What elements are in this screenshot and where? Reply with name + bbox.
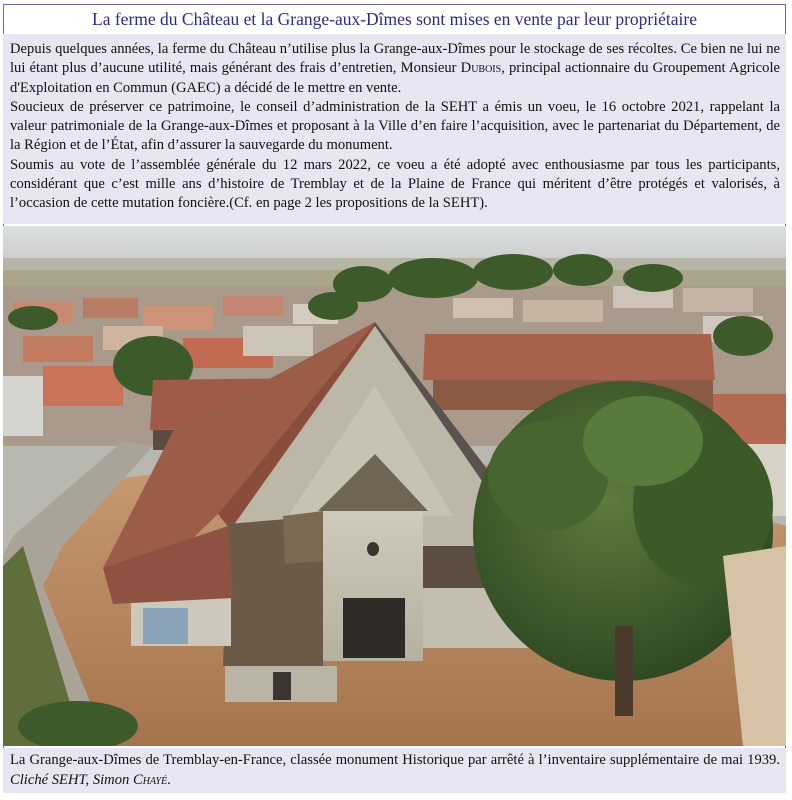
photographer-name: Chayé [132, 771, 168, 788]
aerial-photo [3, 226, 786, 746]
aerial-photo-illustration [3, 226, 786, 746]
article-title: La ferme du Château et la Grange-aux-Dîmes sont mises en vente par leur propriétaire [92, 9, 697, 29]
article-body [3, 34, 786, 224]
paragraph-3: Soumis au vote de l’assemblée générale du 12 mars 2022, ce voeu a été adopté avec enthousiasme par tous les participants, considérant que c’est mille ans d’histoire de Tremblay et de la Plaine de France qui méritent d’être protégés et valorisés, à l’occasion de cette mutation foncière.(Cf. en page 2 les propositions de la SEHT). [10, 156, 780, 212]
paragraph-1-text-b: , principal actionnaire du Groupement Agricole d'Exploitation en Commun (GAEC) a décidé de le mettre en vente. [10, 60, 780, 96]
photo-credit [10, 772, 167, 788]
paragraph-1-text-a: Depuis quelques années, la ferme du Château n’utilise plus la Grange-aux-Dîmes pour le stockage de ses récoltes. Ce bien ne lui ne lui étant plus d’aucune utilité, mais générant des frais d’entretien, Monsieur [10, 41, 780, 77]
caption-text: La Grange-aux-Dîmes de Tremblay-en-France, classée monument Historique par arrêté à l’inventaire supplémentaire de mai 1939. [10, 752, 780, 768]
photo-caption [3, 748, 786, 793]
photo-credit-text: Cliché SEHT, Simon [10, 771, 133, 788]
paragraph-2: Soucieux de préserver ce patrimoine, le conseil d’administration de la SEHT a émis un voeu, le 16 octobre 2021, rappelant la valeur patrimoniale de la Grange-aux-Dîmes et proposant à la Ville d’en faire l’acquisition, avec le partenariat du Département, de la Région et de l’État, afin d’assurer la sauvegarde du monument. [10, 98, 780, 154]
paragraph-1 [10, 40, 780, 98]
owner-name: Dubois [460, 60, 502, 77]
caption-end: . [167, 771, 171, 788]
